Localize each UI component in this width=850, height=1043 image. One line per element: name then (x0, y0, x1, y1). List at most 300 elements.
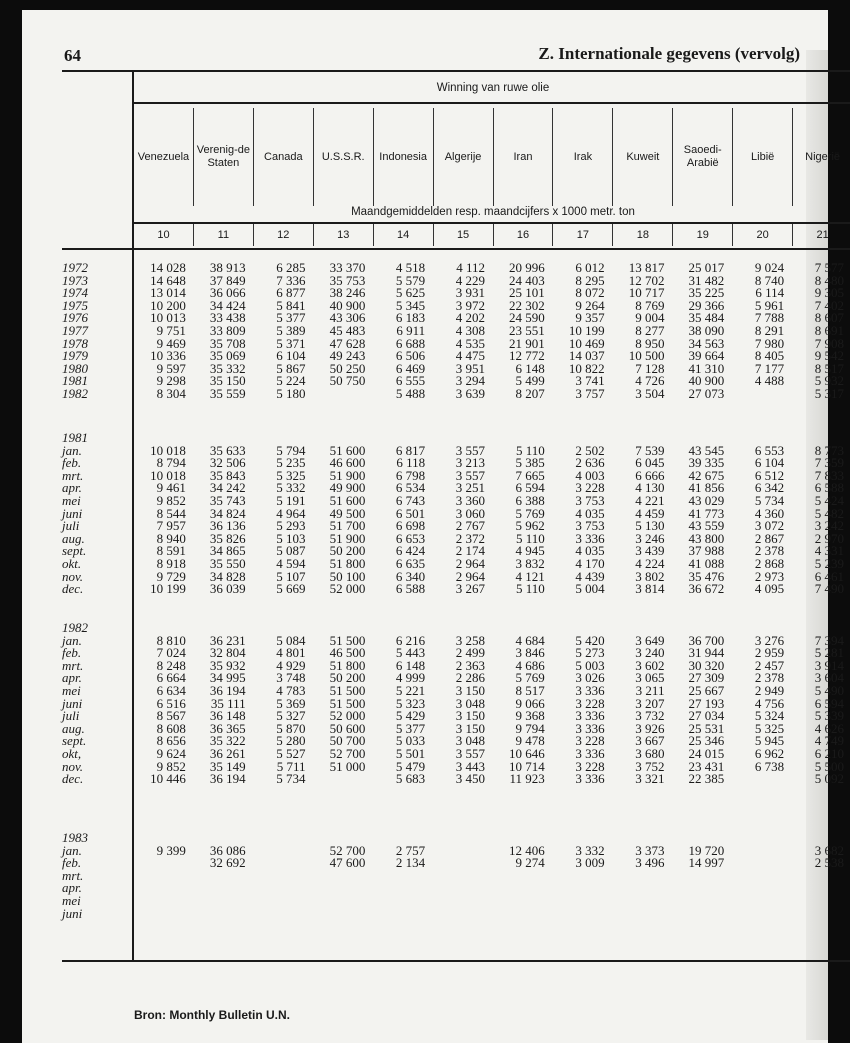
column-number: 21 (792, 224, 850, 246)
table-row (62, 892, 850, 908)
table-cell: 46 600 (329, 455, 366, 471)
table-cell: 8 291 (754, 322, 785, 338)
table-cell: 6 588 (814, 480, 844, 496)
table-cell: 3 748 (276, 670, 306, 686)
table-cell: 35 225 (688, 285, 725, 301)
column-header: Venezuela (137, 150, 190, 163)
table-cell: 6 635 (395, 555, 426, 571)
table-cell (254, 895, 314, 908)
table-cell: 3 450 (455, 771, 485, 787)
row-label: nov. (62, 568, 84, 584)
table-cell: 8 810 (156, 632, 186, 648)
table-cell: 13 817 (628, 260, 665, 275)
table-cell: 5 962 (515, 518, 545, 534)
table-cell: 7 908 (814, 335, 844, 351)
table-cell: 3 213 (455, 455, 485, 471)
table-cell: 8 607 (814, 310, 844, 326)
table-cell: 34 563 (688, 335, 725, 351)
table-cell: 2 538 (814, 855, 844, 871)
block-1981 (62, 432, 850, 596)
table-cell (732, 388, 792, 401)
table-cell (134, 857, 194, 870)
row-label: juni (62, 905, 83, 921)
table-cell: 27 073 (688, 385, 725, 401)
table-cell: 35 332 (209, 360, 246, 376)
table-cell: 6 588 (395, 581, 426, 597)
table-cell: 5 103 (276, 530, 306, 546)
table-cell: 3 682 (814, 842, 844, 858)
table-cell: 7 539 (635, 442, 665, 458)
table-cell: 6 216 (395, 632, 426, 648)
row-label: 1972 (62, 260, 88, 275)
table-cell: 31 944 (688, 645, 725, 661)
table-cell: 3 439 (635, 543, 665, 559)
table-cell: 41 856 (688, 480, 725, 496)
table-cell: 50 600 (329, 720, 366, 736)
table-cell: 3 443 (455, 758, 485, 774)
table-cell: 11 923 (509, 771, 545, 787)
table-cell: 3 846 (515, 645, 545, 661)
table-cell: 3 228 (575, 758, 605, 774)
table-cell (792, 908, 850, 921)
table-cell: 36 672 (688, 581, 725, 597)
table-cell: 9 751 (156, 322, 186, 338)
table-cell: 4 095 (754, 581, 785, 597)
table-cell: 4 756 (754, 695, 785, 711)
column-number: 12 (253, 224, 313, 246)
table-cell: 8 295 (575, 272, 605, 288)
table-cell: 4 783 (276, 682, 306, 698)
table-cell: 2 867 (754, 530, 785, 546)
table-cell: 51 600 (329, 492, 366, 508)
table-cell: 5 870 (276, 720, 306, 736)
table-cell: 8 608 (156, 720, 186, 736)
table-cell: 8 591 (156, 543, 186, 559)
column-number: 18 (612, 224, 672, 246)
table-cell: 7 490 (814, 581, 844, 597)
row-label: juni (62, 695, 83, 711)
table-cell: 39 335 (688, 455, 725, 471)
table-cell: 10 469 (568, 335, 605, 351)
row-label: juli (62, 518, 80, 534)
table-cell: 3 732 (635, 708, 665, 724)
table-cell (732, 773, 792, 786)
row-label: feb. (62, 455, 82, 471)
table-cell: 8 567 (156, 708, 186, 724)
table-cell: 5 332 (276, 480, 306, 496)
table-cell (672, 882, 732, 895)
column-headers (134, 108, 850, 206)
table-cell: 51 800 (329, 555, 366, 571)
table-row (62, 385, 850, 401)
group-header-rule (134, 102, 850, 104)
table-cell: 50 750 (329, 373, 366, 389)
table-cell: 6 118 (396, 455, 426, 471)
table-cell: 3 228 (575, 733, 605, 749)
table-cell: 35 149 (209, 758, 246, 774)
table-cell: 6 688 (395, 335, 426, 351)
table-cell: 36 066 (209, 285, 246, 301)
table-cell: 50 100 (329, 568, 366, 584)
table-cell: 3 048 (455, 695, 485, 711)
table-cell (433, 908, 493, 921)
table-cell: 3 931 (455, 285, 485, 301)
table-cell (194, 895, 254, 908)
table-cell: 5 527 (276, 745, 306, 761)
table-bottom-rule (62, 960, 850, 962)
table-cell: 14 028 (150, 260, 186, 275)
table-cell: 35 150 (209, 373, 246, 389)
table-cell: 5 033 (395, 733, 426, 749)
table-cell (553, 895, 613, 908)
column-header: U.S.S.R. (313, 108, 373, 206)
table-cell: 3 048 (455, 733, 485, 749)
table-cell: 3 009 (575, 855, 605, 871)
header-bottom-rule (62, 248, 850, 250)
table-cell: 35 550 (209, 555, 246, 571)
table-cell: 3 496 (635, 855, 665, 871)
table-cell: 3 832 (515, 555, 545, 571)
table-cell: 2 363 (455, 657, 485, 673)
table-cell: 43 029 (688, 492, 725, 508)
table-cell: 7 833 (814, 467, 844, 483)
table-cell: 36 148 (209, 708, 246, 724)
table-cell: 4 224 (635, 555, 665, 571)
table-cell: 35 111 (210, 695, 246, 711)
table-cell: 6 516 (156, 695, 186, 711)
table-cell: 27 193 (688, 695, 725, 711)
table-cell: 8 740 (754, 272, 785, 288)
table-cell: 35 932 (209, 657, 246, 673)
table-cell (134, 895, 194, 908)
table-cell: 50 200 (329, 543, 366, 559)
table-cell: 51 600 (329, 442, 366, 458)
table-cell: 9 305 (814, 285, 844, 301)
table-cell: 6 148 (395, 657, 426, 673)
table-cell (433, 845, 493, 858)
row-label: mrt. (62, 657, 84, 673)
table-cell: 12 406 (509, 842, 545, 858)
table-cell: 3 604 (814, 670, 844, 686)
table-cell: 5 377 (276, 310, 306, 326)
column-header: Kuweit (612, 108, 672, 206)
table-cell (732, 895, 792, 908)
column-number: 19 (672, 224, 732, 246)
table-cell: 36 700 (688, 632, 725, 648)
table-cell: 5 841 (276, 297, 306, 313)
table-cell: 6 469 (395, 360, 426, 376)
table-cell: 4 459 (635, 505, 665, 521)
table-cell: 5 385 (515, 455, 545, 471)
table-cell: 51 900 (329, 530, 366, 546)
table-cell: 52 700 (329, 745, 366, 761)
table-row (62, 857, 850, 870)
table-cell: 12 772 (509, 348, 545, 364)
table-cell: 2 757 (395, 842, 426, 858)
table-cell: 37 849 (209, 272, 246, 288)
table-cell: 35 322 (209, 733, 246, 749)
table-cell: 7 359 (814, 455, 844, 471)
table-cell: 5 371 (276, 335, 306, 351)
table-cell: 33 438 (209, 310, 246, 326)
row-label: sept. (62, 733, 87, 749)
table-cell: 3 926 (635, 720, 665, 736)
table-cell: 36 231 (209, 632, 246, 648)
table-cell: 21 901 (509, 335, 545, 351)
table-cell: 51 500 (329, 682, 366, 698)
table-cell (493, 882, 553, 895)
table-cell: 5 369 (276, 695, 306, 711)
table-cell: 34 865 (209, 543, 246, 559)
table-cell: 3 336 (575, 682, 605, 698)
table-cell: 3 060 (455, 505, 485, 521)
table-cell: 3 972 (455, 297, 485, 313)
table-cell (373, 895, 433, 908)
table-cell: 2 970 (814, 530, 844, 546)
table-cell: 10 646 (509, 745, 545, 761)
table-cell: 4 170 (575, 555, 605, 571)
table-cell: 2 767 (455, 518, 485, 534)
table-cell: 4 945 (515, 543, 545, 559)
table-cell: 6 114 (755, 285, 785, 301)
table-cell: 36 194 (209, 771, 246, 787)
table-cell: 5 420 (575, 632, 605, 648)
table-cell: 3 228 (575, 695, 605, 711)
table-cell: 10 018 (150, 442, 186, 458)
table-cell: 6 424 (395, 543, 426, 559)
table-cell: 6 962 (754, 745, 785, 761)
table-cell: 36 261 (209, 745, 246, 761)
table-cell: 3 150 (455, 720, 485, 736)
table-cell: 38 913 (209, 260, 246, 275)
table-cell: 3 321 (635, 771, 665, 787)
table-cell: 6 045 (635, 455, 665, 471)
table-cell: 9 794 (515, 720, 545, 736)
row-label: apr. (62, 480, 82, 496)
year-heading: 1982 (62, 620, 88, 635)
table-cell: 6 553 (754, 442, 785, 458)
table-cell: 3 258 (455, 632, 485, 648)
table-cell: 30 320 (688, 657, 725, 673)
table-cell (732, 857, 792, 870)
row-label: aug. (62, 530, 85, 546)
table-cell: 3 757 (575, 385, 605, 401)
table-cell: 4 130 (635, 480, 665, 496)
table-cell: 5 499 (515, 373, 545, 389)
table-cell (553, 870, 613, 883)
table-cell: 5 110 (516, 442, 545, 458)
table-cell: 5 224 (276, 373, 306, 389)
table-cell: 6 738 (754, 758, 785, 774)
table-cell (194, 882, 254, 895)
column-header: Indonesia (373, 108, 433, 206)
table-cell: 5 110 (516, 530, 545, 546)
table-cell (433, 895, 493, 908)
table-cell: 9 298 (156, 373, 186, 389)
table-cell: 3 951 (455, 360, 485, 376)
table-cell (433, 857, 493, 870)
table-cell (373, 870, 433, 883)
table-cell: 2 378 (754, 543, 785, 559)
table-cell: 3 242 (814, 518, 844, 534)
table-cell: 5 490 (814, 682, 844, 698)
table-cell: 14 997 (688, 855, 725, 871)
table-cell: 9 478 (515, 733, 545, 749)
table-cell: 46 500 (329, 645, 366, 661)
table-cell: 2 457 (754, 657, 785, 673)
table-cell: 47 600 (329, 855, 366, 871)
table-cell: 6 594 (515, 480, 545, 496)
table-cell: 4 686 (515, 657, 545, 673)
table-cell: 4 801 (276, 645, 306, 661)
table-cell: 2 286 (455, 670, 485, 686)
table-cell: 9 542 (814, 348, 844, 364)
table-cell (732, 908, 792, 921)
table-cell: 8 517 (515, 682, 545, 698)
column-header: Iran (493, 108, 553, 206)
table-cell: 3 246 (635, 530, 665, 546)
table-cell: 24 403 (509, 272, 545, 288)
table-cell: 7 024 (156, 645, 186, 661)
table-cell: 6 798 (395, 467, 426, 483)
table-cell: 4 964 (276, 505, 306, 521)
table-cell: 4 121 (515, 568, 545, 584)
table-cell: 6 666 (635, 467, 665, 483)
table-cell (613, 908, 673, 921)
table-cell: 3 649 (635, 632, 665, 648)
table-row (62, 882, 850, 895)
table-cell (373, 882, 433, 895)
table-row (62, 583, 850, 596)
table-cell: 3 026 (575, 670, 605, 686)
table-cell (313, 388, 373, 401)
group-header: Winning van ruwe olie (436, 82, 550, 94)
column-number: 10 (157, 229, 170, 241)
table-cell: 3 914 (814, 657, 844, 673)
table-cell: 14 648 (150, 272, 186, 288)
table-cell: 31 482 (688, 272, 725, 288)
table-cell: 4 475 (455, 348, 485, 364)
table-cell: 3 639 (455, 385, 485, 401)
table-cell: 3 065 (635, 670, 665, 686)
table-cell: 3 228 (575, 480, 605, 496)
table-cell: 5 500 (814, 758, 844, 774)
table-cell: 3 336 (575, 745, 605, 761)
table-cell: 8 277 (635, 322, 665, 338)
row-label: okt, (62, 745, 82, 761)
table-cell: 6 340 (395, 568, 426, 584)
table-cell: 3 667 (635, 733, 665, 749)
table-cell: 6 285 (276, 260, 306, 275)
table-cell: 27 309 (688, 670, 725, 686)
table-cell: 5 424 (814, 492, 844, 508)
table-cell: 35 633 (209, 442, 246, 458)
table-cell (313, 908, 373, 921)
row-label: okt. (62, 555, 82, 571)
table-cell: 9 852 (156, 758, 186, 774)
table-cell (134, 882, 194, 895)
table-cell: 8 918 (156, 555, 186, 571)
table-cell: 23 431 (688, 758, 725, 774)
table-cell: 5 961 (754, 297, 785, 313)
table-cell: 34 995 (209, 670, 246, 686)
table-cell: 5 711 (276, 758, 306, 774)
table-cell (792, 895, 850, 908)
column-number: 11 (193, 224, 253, 246)
table-cell: 50 700 (329, 733, 366, 749)
table-cell: 5 180 (276, 385, 306, 401)
table-cell: 5 324 (754, 708, 785, 724)
column-header: Libië (732, 108, 792, 206)
table-cell: 5 239 (814, 555, 844, 571)
table-cell (254, 845, 314, 858)
table-cell: 3 752 (635, 758, 665, 774)
row-label: nov. (62, 758, 84, 774)
row-label: apr. (62, 880, 82, 896)
table-cell: 3 753 (575, 492, 605, 508)
row-label: jan. (62, 442, 82, 458)
table-cell: 43 800 (688, 530, 725, 546)
table-cell: 5 734 (276, 771, 306, 787)
table-cell: 52 700 (329, 842, 366, 858)
table-cell: 24 015 (688, 745, 725, 761)
table-cell: 8 480 (814, 272, 844, 288)
table-cell: 5 087 (276, 543, 306, 559)
table-cell: 4 488 (754, 373, 785, 389)
table-cell: 9 274 (515, 855, 545, 871)
column-number: 20 (732, 224, 792, 246)
table-cell: 9 066 (515, 695, 545, 711)
table-cell: 6 183 (395, 310, 426, 326)
row-label: 1978 (62, 335, 88, 351)
table-cell: 2 868 (754, 555, 785, 571)
table-cell (672, 895, 732, 908)
table-cell: 8 248 (156, 657, 186, 673)
table-cell: 5 325 (754, 720, 785, 736)
table-cell: 7 177 (754, 360, 785, 376)
table-cell: 7 577 (814, 260, 844, 275)
table-cell: 5 323 (395, 695, 426, 711)
column-header: Saoedi-Arabië (672, 108, 732, 206)
table-cell: 51 900 (329, 467, 366, 483)
table-cell: 5 482 (814, 505, 844, 521)
row-label: 1981 (62, 373, 88, 389)
table-cell: 5 867 (276, 360, 306, 376)
table-cell: 6 104 (754, 455, 785, 471)
table-cell: 51 500 (329, 632, 366, 648)
table-cell: 9 264 (575, 297, 605, 313)
table-cell: 41 773 (688, 505, 725, 521)
table-cell: 9 461 (156, 480, 186, 496)
table-cell: 2 964 (455, 568, 485, 584)
table-cell (553, 882, 613, 895)
table-cell: 3 336 (575, 708, 605, 724)
table-cell: 36 086 (209, 842, 246, 858)
table-cell: 9 399 (156, 842, 186, 858)
table-cell: 5 191 (276, 492, 306, 508)
table-cell: 6 506 (395, 348, 426, 364)
table-cell: 5 579 (395, 272, 426, 288)
table-cell: 3 240 (635, 645, 665, 661)
row-label: 1974 (62, 285, 88, 301)
table-cell: 5 293 (276, 518, 306, 534)
table-cell: 9 024 (754, 260, 785, 275)
table-cell: 8 773 (814, 442, 844, 458)
row-label: apr. (62, 670, 82, 686)
table-cell: 3 741 (575, 373, 605, 389)
row-label: 1980 (62, 360, 88, 376)
table-cell: 6 653 (395, 530, 426, 546)
